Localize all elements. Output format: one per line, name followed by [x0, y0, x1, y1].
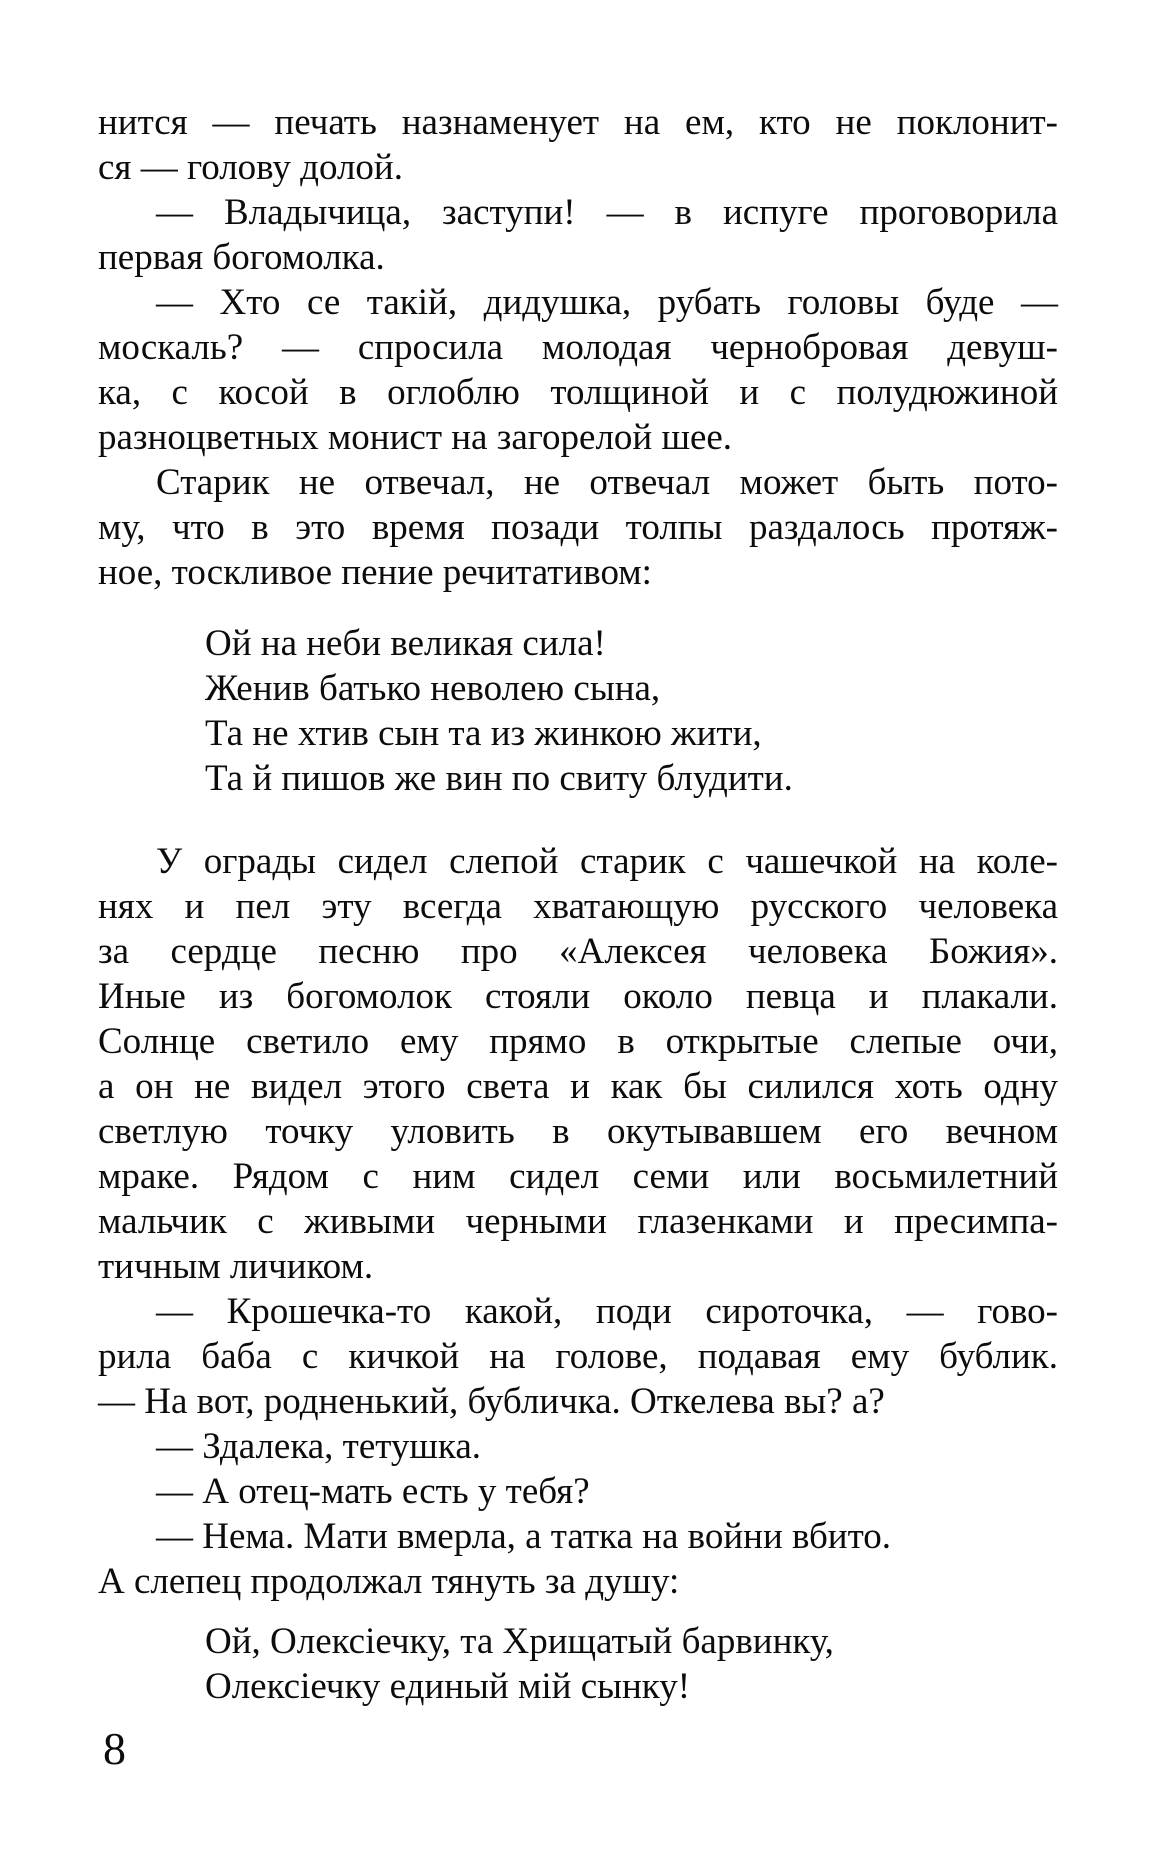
paragraph-1 — [98, 100, 1058, 595]
text-line: тичным личиком. — [98, 1246, 374, 1287]
text-line: — Крошечка-то какой, поди сироточка, — гово- — [156, 1291, 1058, 1332]
text-line: светлую точку уловить в окутывавшем его вечном — [98, 1111, 1058, 1152]
text-line: мраке. Рядом с ним сидел семи или восьмилетний — [98, 1156, 1058, 1197]
text-line: разноцветных монист на загорелой шее. — [98, 417, 733, 458]
verse-line: Женив батько неволею сына, — [205, 668, 661, 709]
verse-line: Ой, Олексіечку, та Хрищатый барвинку, — [205, 1621, 834, 1662]
text-line: ное, тоскливое пение речитативом: — [98, 552, 652, 593]
text-line: мальчик с живыми черными глазенками и пресимпа- — [98, 1201, 1058, 1242]
verse-line: Та й пишов же вин по свиту блудити. — [205, 758, 793, 799]
text-line: а он не видел этого света и как бы силился хоть одну — [98, 1066, 1058, 1107]
verse-line: Олексіечку единый мій сынку! — [205, 1666, 691, 1707]
dialog-block — [98, 1289, 1058, 1604]
verse-block-2 — [98, 1619, 1058, 1709]
text-line: за сердце песню про «Алексея человека Божия». — [98, 931, 1058, 972]
text-line: ся — голову долой. — [98, 147, 403, 188]
verse-line: Ой на неби великая сила! — [205, 623, 606, 664]
text-line: Солнце светило ему прямо в открытые слепые очи, — [98, 1021, 1058, 1062]
text-line: му, что в это время позади толпы раздалось протяж- — [98, 507, 1058, 548]
paragraph-2 — [98, 839, 1058, 1289]
text-line: Иные из богомолок стояли около певца и плакали. — [98, 976, 1058, 1017]
text-line: — Хто се такій, дидушка, рубать головы буде — — [156, 282, 1058, 323]
text-line: У ограды сидел слепой старик с чашечкой на коле- — [156, 841, 1058, 882]
text-column — [98, 100, 1058, 1709]
verse-block-1 — [98, 621, 1058, 801]
page-number: 8 — [103, 1723, 126, 1774]
text-line: — На вот, родненький, бубличка. Откелева вы? а? — [98, 1381, 885, 1422]
text-line: нях и пел эту всегда хватающую русского человека — [98, 886, 1058, 927]
text-line: — Нема. Мати вмерла, а татка на войни вбито. — [156, 1516, 892, 1557]
text-line: — А отец-мать есть у тебя? — [156, 1471, 590, 1512]
text-line: Старик не отвечал, не отвечал может быть пото- — [156, 462, 1058, 503]
text-line: москаль? — спросила молодая чернобровая девуш- — [98, 327, 1058, 368]
text-line: первая богомолка. — [98, 237, 385, 278]
text-line: ка, с косой в оглоблю толщиной и с полудюжиной — [98, 372, 1058, 413]
text-line: рила баба с кичкой на голове, подавая ему бублик. — [98, 1336, 1058, 1377]
text-line: нится — печать назнаменует на ем, кто не поклонит- — [98, 102, 1058, 143]
text-line: А слепец продолжал тянуть за душу: — [98, 1561, 680, 1602]
verse-line: Та не хтив сын та из жинкою жити, — [205, 713, 762, 754]
text-line: — Владычица, заступи! — в испуге проговорила — [156, 192, 1058, 233]
text-line: — Здалека, тетушка. — [156, 1426, 482, 1467]
